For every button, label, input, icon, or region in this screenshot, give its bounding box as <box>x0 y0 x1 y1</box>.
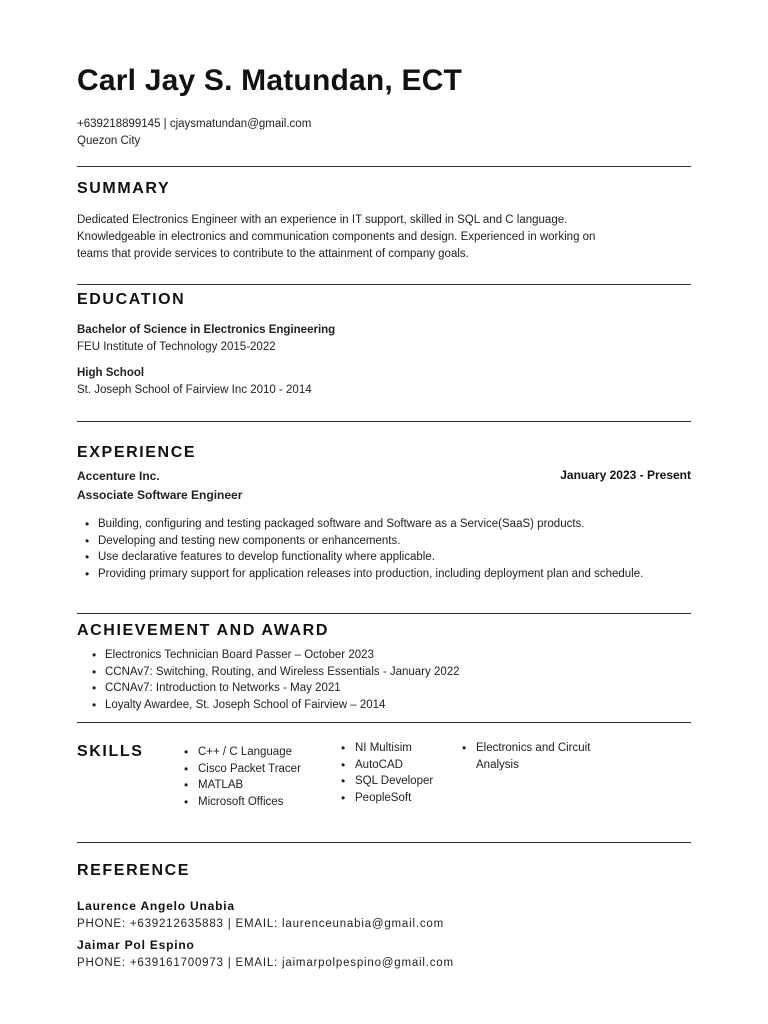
list-item: • SQL Developer <box>341 773 471 790</box>
achievement-heading: ACHIEVEMENT AND AWARD <box>77 622 329 639</box>
list-item: • NI Multisim <box>341 740 471 757</box>
skills-heading: SKILLS <box>77 743 144 760</box>
reference-heading: REFERENCE <box>77 862 191 879</box>
summary-line: Dedicated Electronics Engineer with an experience in IT support, skilled in SQL and C language. <box>77 214 568 226</box>
experience-bullets <box>77 516 667 582</box>
list-item: • AutoCAD <box>341 757 471 774</box>
skills-column-1 <box>184 744 324 810</box>
list-item: • Electronics Technician Board Passer – October 2023 <box>84 647 667 664</box>
experience-dates: January 2023 - Present <box>560 468 691 482</box>
contact-block <box>77 116 311 149</box>
summary-heading: SUMMARY <box>77 180 171 197</box>
reference-name: Jaimar Pol Espino <box>77 938 195 952</box>
summary-line: teams that provide services to contribute to the attainment of company goals. <box>77 248 469 260</box>
list-item: • CCNAv7: Introduction to Networks - May 2021 <box>84 680 667 697</box>
list-item: • CCNAv7: Switching, Routing, and Wireless Essentials - January 2022 <box>84 664 667 681</box>
summary-line: Knowledgeable in electronics and communication components and design. Experienced in working on <box>77 231 596 243</box>
list-item: • Cisco Packet Tracer <box>184 761 324 778</box>
list-item: • Developing and testing new components or enhancements. <box>77 533 667 550</box>
education-degree: High School <box>77 367 145 379</box>
education-heading: EDUCATION <box>77 291 186 308</box>
divider <box>77 421 691 422</box>
candidate-name: Carl Jay S. Matundan, ECT <box>77 64 463 97</box>
skills-column-3 <box>462 740 607 773</box>
divider <box>77 613 691 614</box>
skills-column-2 <box>341 740 471 806</box>
list-item: • C++ / C Language <box>184 744 324 761</box>
divider <box>77 722 691 723</box>
experience-role: Associate Software Engineer <box>77 488 243 502</box>
list-item: • PeopleSoft <box>341 790 471 807</box>
list-item: • Electronics and Circuit Analysis <box>462 740 607 773</box>
location: Quezon City <box>77 134 141 147</box>
list-item: • Loyalty Awardee, St. Joseph School of Fairview – 2014 <box>84 697 667 714</box>
education-degree: Bachelor of Science in Electronics Engineering <box>77 324 336 336</box>
list-item: • Microsoft Offices <box>184 794 324 811</box>
divider <box>77 284 691 285</box>
list-item: • Use declarative features to develop functionality where applicable. <box>77 549 667 566</box>
list-item: • Providing primary support for application releases into production, including deployment plan and schedule. <box>77 566 667 583</box>
list-item: • MATLAB <box>184 777 324 794</box>
divider <box>77 166 691 167</box>
divider <box>77 842 691 843</box>
resume-page <box>77 0 691 1024</box>
education-school: St. Joseph School of Fairview Inc 2010 - 2014 <box>77 384 312 396</box>
list-item: • Building, configuring and testing packaged software and Software as a Service(SaaS) products. <box>77 516 667 533</box>
achievement-list <box>84 647 667 713</box>
reference-name: Laurence Angelo Unabia <box>77 899 235 913</box>
experience-company: Accenture Inc. <box>77 469 160 483</box>
reference-contact: PHONE: +639161700973 | EMAIL: jaimarpolpespino@gmail.com <box>77 957 454 969</box>
contact-line: +639218899145 | cjaysmatundan@gmail.com <box>77 118 312 130</box>
reference-contact: PHONE: +639212635883 | EMAIL: laurenceunabia@gmail.com <box>77 918 444 930</box>
summary-text <box>77 212 667 263</box>
experience-heading: EXPERIENCE <box>77 444 197 461</box>
education-school: FEU Institute of Technology 2015-2022 <box>77 341 276 353</box>
